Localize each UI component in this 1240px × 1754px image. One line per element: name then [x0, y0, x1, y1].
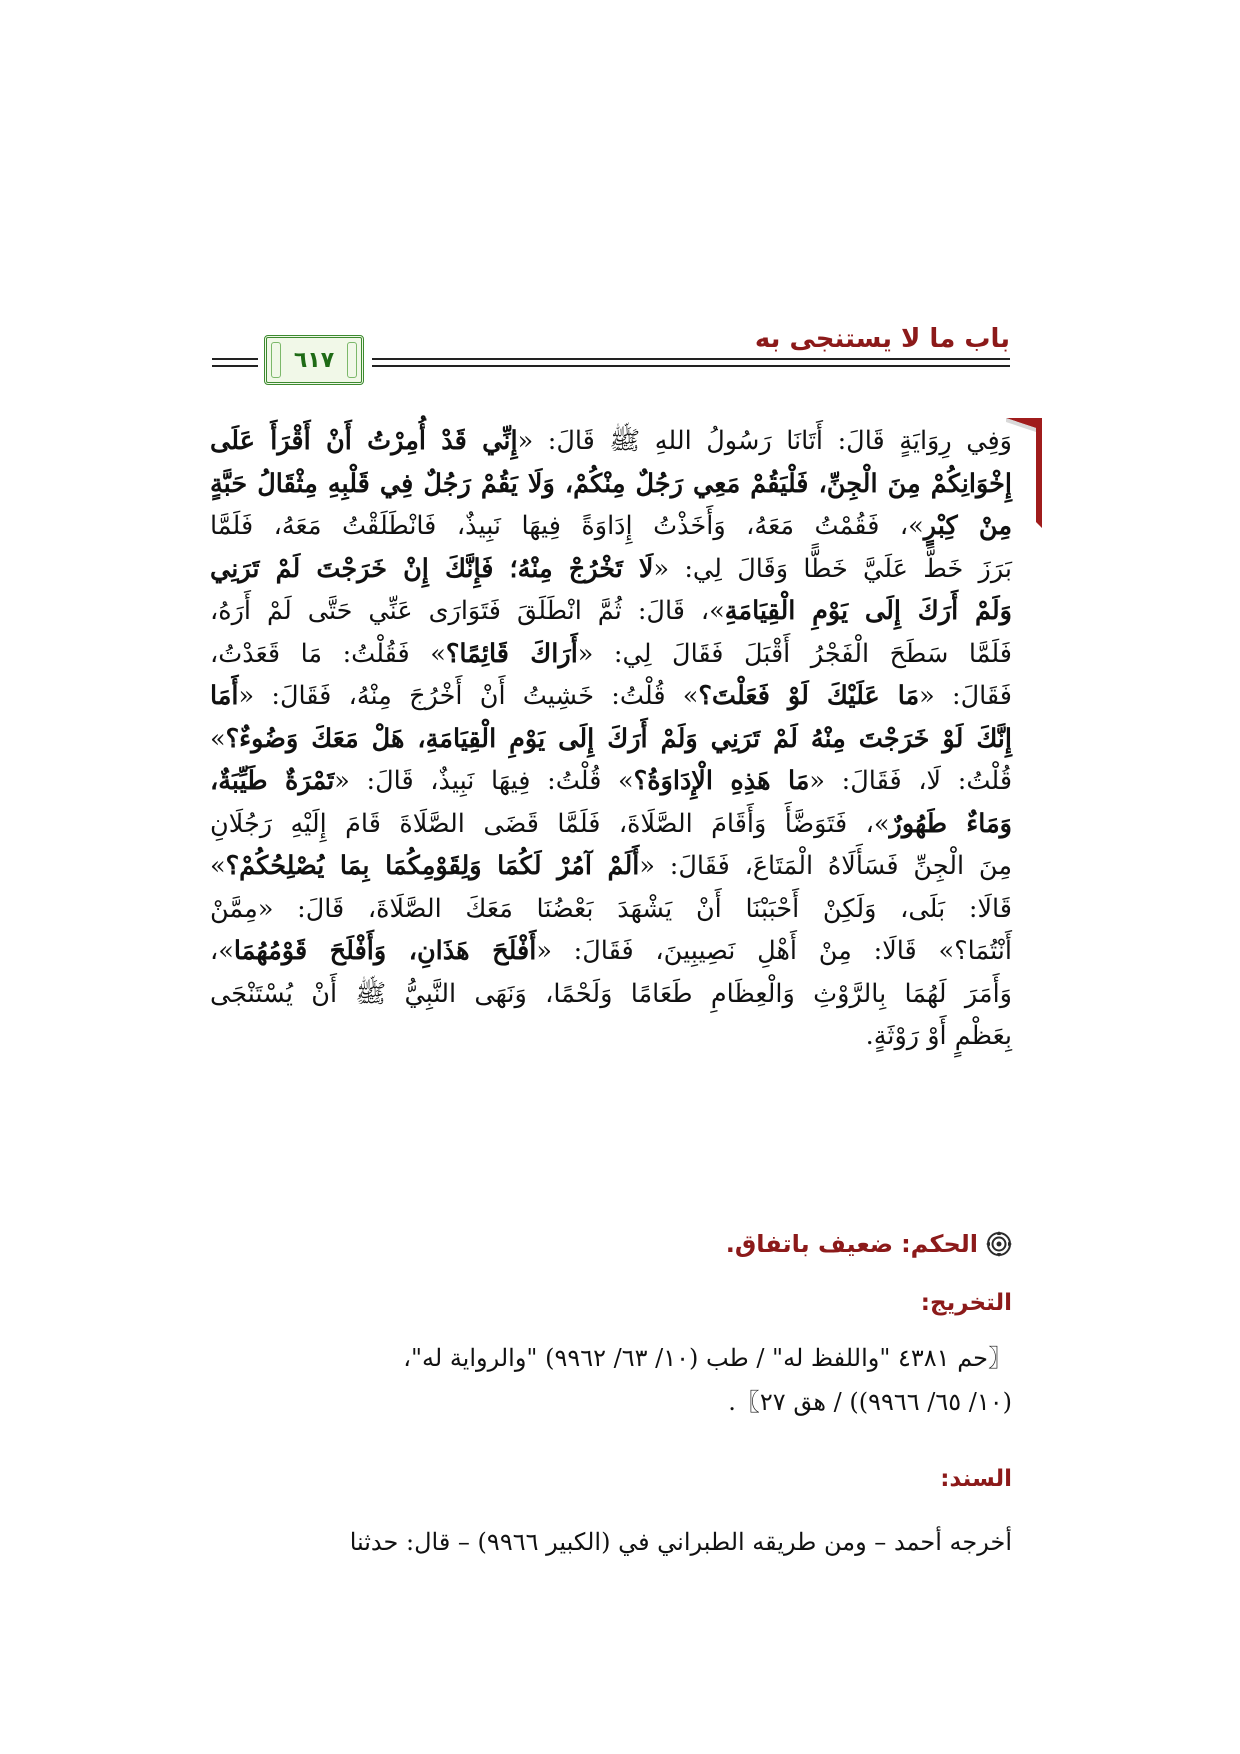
page-number-badge: [264, 335, 364, 385]
hadith-line: [210, 505, 1012, 548]
header-rule-left-top: [212, 358, 258, 360]
hadith-text: [210, 420, 1012, 1058]
hadith-line: [210, 548, 1012, 591]
sanad-heading: السند:: [940, 1466, 1012, 1492]
narration-segment: » قُلْتُ: فِيهَا نَبِيذٌ، قَالَ: «: [334, 766, 634, 796]
narration-segment: بِعَظْمٍ أَوْ رَوْثَةٍ.: [865, 1021, 1012, 1051]
narration-segment: قُلْتُ: لَا، فَقَالَ: «: [809, 766, 1013, 796]
prophetic-speech-segment: أَرَاكَ قَائِمًا؟: [445, 638, 578, 669]
hadith-line: [210, 420, 1012, 463]
takhrij-line: 〖حم ٤٣٨١ "واللفظ له" / طب (١٠/ ٦٣/ ٩٩٦٢) "والرواية له"،: [403, 1344, 1012, 1372]
ruling-value: ضعيف باتفاق.: [725, 1230, 894, 1258]
prophetic-speech-segment: إِنَّكَ لَوْ خَرَجْتَ مِنْهُ لَمْ تَرَنِي وَلَمْ أَرَكَ إِلَى يَوْمِ الْقِيَامَةِ، هَلْ مَعَكَ وَضُوءٌ؟: [225, 723, 1012, 754]
narration-segment: » قُلْتُ: خَشِيتُ أَنْ أَخْرُجَ مِنْهُ، فَقَالَ: «: [238, 681, 699, 711]
prophetic-speech-segment: مِنْ كِبْرٍ: [923, 511, 1013, 541]
hadith-line: [210, 845, 1012, 888]
narration-segment: وَأَمَرَ لَهُمَا بِالرَّوْثِ وَالْعِظَامِ طَعَامًا وَلَحْمًا، وَنَهَى النَّبِيُّ ﷺ أَنْ يُسْتَنْجَى: [210, 978, 1012, 1009]
sanad-text: أخرجه أحمد – ومن طريقه الطبراني في (الكبير ٩٩٦٦) – قال: حدثنا: [349, 1528, 1012, 1556]
prophetic-speech-segment: تَمْرَةٌ طَيِّبَةٌ،: [210, 766, 335, 796]
chapter-title: باب ما لا يستنجى به: [754, 324, 1010, 354]
narration-segment: »، قَالَ: ثُمَّ انْطَلَقَ فَتَوَارَى عَنِّي حَتَّى لَمْ أَرَهُ،: [210, 596, 725, 626]
narration-segment: فَلَمَّا سَطَحَ الْفَجْرُ أَقْبَلَ فَقَالَ لِي: «: [577, 638, 1012, 669]
hadith-line: [210, 633, 1012, 676]
prophetic-speech-segment: وَمَاءٌ طَهُورٌ: [889, 808, 1012, 839]
narration-segment: »: [210, 851, 226, 881]
prophetic-speech-segment: مَا عَلَيْكَ لَوْ فَعَلْتَ؟: [698, 681, 920, 711]
narration-segment: مِنَ الْجِنِّ فَسَأَلَاهُ الْمَتَاعَ، فَقَالَ: «: [639, 851, 1013, 881]
hadith-line: [210, 973, 1012, 1016]
narration-segment: » فَقُلْتُ: مَا قَعَدْتُ،: [210, 638, 446, 669]
hadith-line: [210, 718, 1012, 761]
narration-segment: »،: [210, 936, 234, 966]
narration-segment: وَفِي رِوَايَةٍ قَالَ: أَتَانَا رَسُولُ اللهِ ﷺ قَالَ: «: [517, 426, 1012, 456]
narration-segment: فَقَالَ: «: [919, 681, 1012, 711]
flower-ornament-icon: [986, 1231, 1012, 1257]
prophetic-speech-segment: أَفْلَحَ هَذَانِ، وَأَفْلَحَ قَوْمُهُمَا: [233, 936, 537, 966]
prophetic-speech-segment: إِنِّي قَدْ أُمِرْتُ أَنْ أَقْرَأَ عَلَى: [210, 426, 518, 456]
takhrij-text: [212, 1336, 1012, 1424]
hadith-line: [210, 1015, 1012, 1058]
narration-segment: »، فَقُمْتُ مَعَهُ، وَأَخَذْتُ إِدَاوَةً فِيهَا نَبِيذٌ، فَانْطَلَقْتُ مَعَهُ، فَلَمَّا: [210, 511, 924, 541]
narration-segment: بَرَزَ خَطَّ عَلَيَّ خَطًّا وَقَالَ لِي: «: [653, 553, 1012, 584]
header-rule-left-bottom: [212, 365, 258, 367]
prophetic-speech-segment: مَا هَذِهِ الْإِدَاوَةُ؟: [633, 766, 810, 796]
narration-segment: أَنْتُمَا؟» قَالَا: مِنْ أَهْلِ نَصِيبِينَ، فَقَالَ: «: [536, 936, 1012, 966]
prophetic-speech-segment: إِخْوَانِكُمْ مِنَ الْجِنِّ، فَلْيَقُمْ مَعِي رَجُلٌ مِنْكُمْ، وَلَا يَقُمْ رَجُلٌ فِي قَلْبِهِ مِثْقَالُ حَبَّةٍ: [210, 468, 1012, 499]
hadith-line: [210, 888, 1012, 931]
hadith-line: [210, 590, 1012, 633]
header-rule-right-bottom: [372, 365, 1010, 367]
hadith-line: [210, 760, 1012, 803]
ruling-label: الحكم:: [901, 1230, 978, 1258]
hadith-line: [210, 675, 1012, 718]
hadith-line: [210, 803, 1012, 846]
page-number: ٦١٧: [293, 347, 335, 373]
prophetic-speech-segment: لَا تَخْرُجْ مِنْهُ؛ فَإِنَّكَ إِنْ خَرَجْتَ لَمْ تَرَنِي: [210, 553, 654, 584]
prophetic-speech-segment: أَمَا: [210, 681, 239, 711]
page-header: [212, 318, 1010, 388]
hadith-line: [210, 463, 1012, 506]
ruling-line: [560, 1230, 1012, 1258]
takhrij-line: (١٠/ ٦٥/ ٩٩٦٦)) / هق ٢٧〗.: [728, 1388, 1012, 1416]
prophetic-speech-segment: وَلَمْ أَرَكَ إِلَى يَوْمِ الْقِيَامَةِ: [724, 596, 1012, 626]
narration-segment: »، فَتَوَضَّأَ وَأَقَامَ الصَّلَاةَ، فَلَمَّا قَضَى الصَّلَاةَ قَامَ إِلَيْهِ رَجُلَانِ: [210, 808, 890, 839]
hadith-line: [210, 930, 1012, 973]
narration-segment: »: [210, 723, 226, 754]
takhrij-heading: التخريج:: [920, 1290, 1012, 1316]
narration-segment: قَالَا: بَلَى، وَلَكِنْ أَحْبَبْنَا أَنْ يَشْهَدَ بَعْضُنَا مَعَكَ الصَّلَاةَ، قَالَ: «مِمَّنْ: [210, 893, 1012, 924]
header-rule-right-top: [372, 358, 1010, 360]
prophetic-speech-segment: أَلَمْ آمُرْ لَكُمَا وَلِقَوْمِكُمَا بِمَا يُصْلِحُكُمْ؟: [225, 851, 640, 881]
